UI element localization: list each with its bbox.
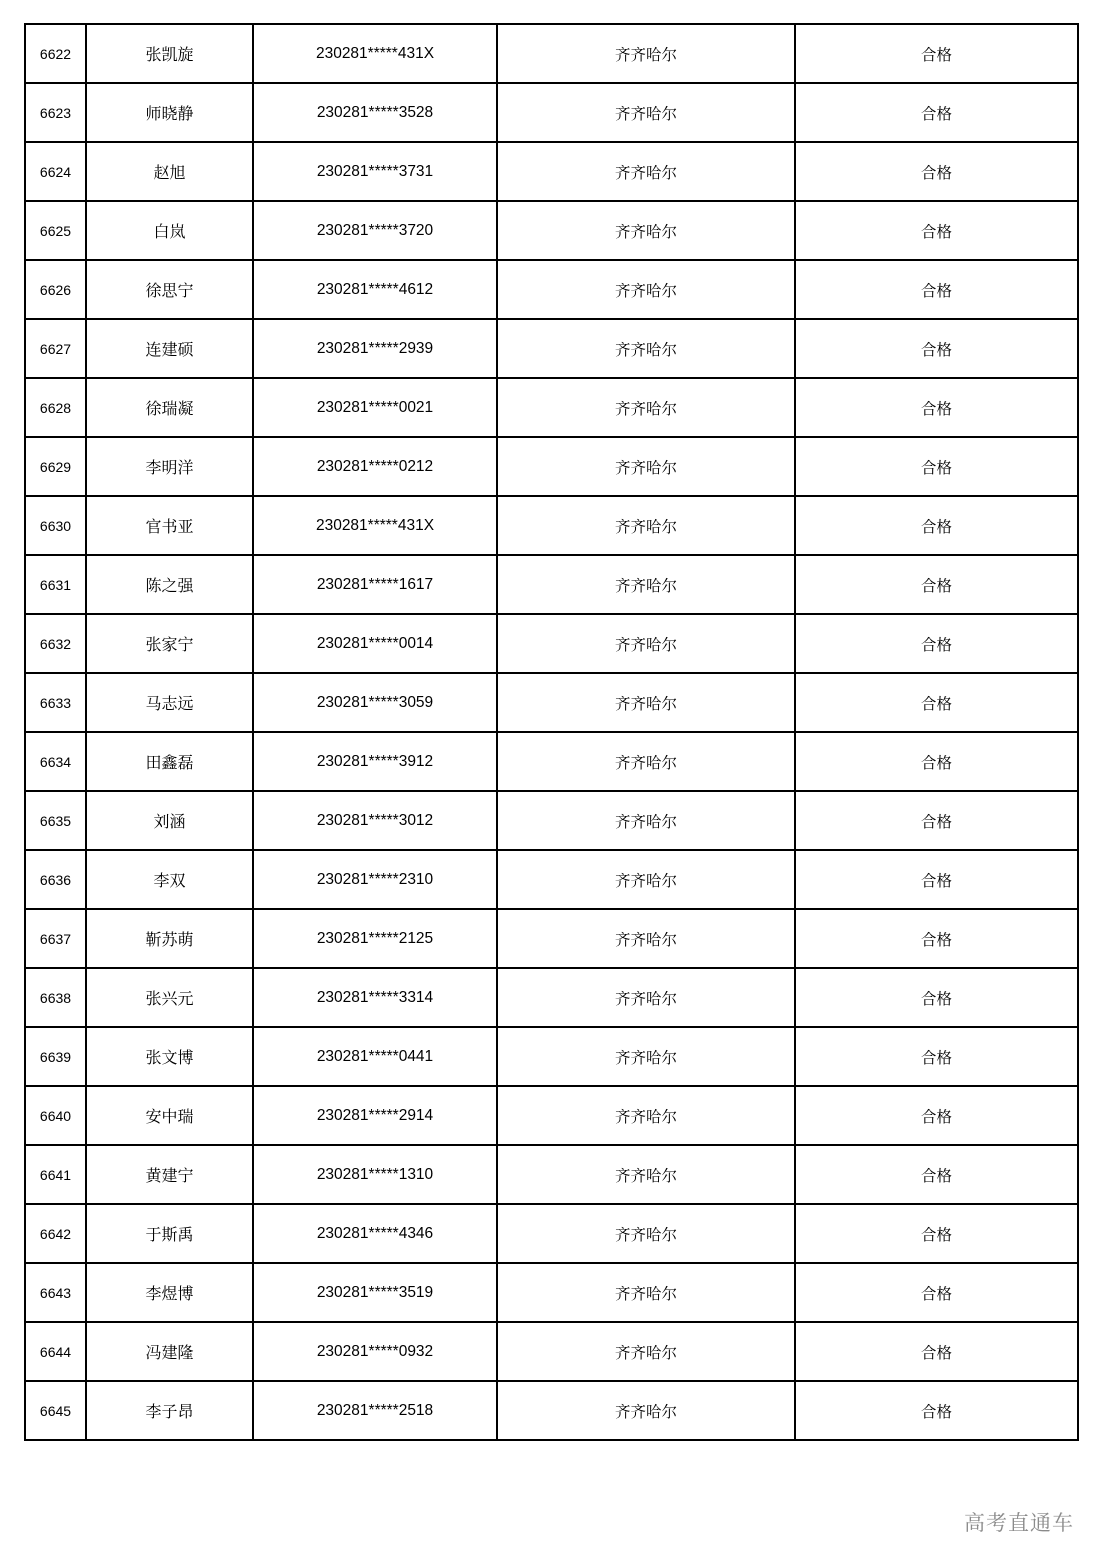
city-cell: 齐齐哈尔 [497, 1322, 795, 1381]
city-cell: 齐齐哈尔 [497, 24, 795, 83]
result-cell: 合格 [795, 142, 1078, 201]
result-cell: 合格 [795, 496, 1078, 555]
city-cell: 齐齐哈尔 [497, 673, 795, 732]
city-cell: 齐齐哈尔 [497, 378, 795, 437]
id-number-cell: 230281*****2125 [253, 909, 497, 968]
watermark-text: 高考直通车 [964, 1511, 1074, 1535]
row-number-cell: 6634 [25, 732, 86, 791]
table-row [25, 1086, 1078, 1145]
result-cell: 合格 [795, 260, 1078, 319]
row-number-cell: 6628 [25, 378, 86, 437]
city-cell: 齐齐哈尔 [497, 850, 795, 909]
city-cell: 齐齐哈尔 [497, 1086, 795, 1145]
name-cell: 张家宁 [86, 614, 253, 673]
row-number-cell: 6640 [25, 1086, 86, 1145]
table-row [25, 24, 1078, 83]
table-row [25, 1027, 1078, 1086]
id-number-cell: 230281*****4612 [253, 260, 497, 319]
name-cell: 赵旭 [86, 142, 253, 201]
row-number-cell: 6645 [25, 1381, 86, 1440]
city-cell: 齐齐哈尔 [497, 142, 795, 201]
result-cell: 合格 [795, 1322, 1078, 1381]
name-cell: 徐思宁 [86, 260, 253, 319]
city-cell: 齐齐哈尔 [497, 555, 795, 614]
id-number-cell: 230281*****3912 [253, 732, 497, 791]
city-cell: 齐齐哈尔 [497, 437, 795, 496]
row-number-cell: 6622 [25, 24, 86, 83]
row-number-cell: 6641 [25, 1145, 86, 1204]
city-cell: 齐齐哈尔 [497, 260, 795, 319]
name-cell: 李煜博 [86, 1263, 253, 1322]
name-cell: 安中瑞 [86, 1086, 253, 1145]
name-cell: 刘涵 [86, 791, 253, 850]
results-table [24, 23, 1079, 1441]
table-row [25, 1145, 1078, 1204]
table-row [25, 260, 1078, 319]
id-number-cell: 230281*****431X [253, 496, 497, 555]
name-cell: 李双 [86, 850, 253, 909]
city-cell: 齐齐哈尔 [497, 319, 795, 378]
table-row [25, 437, 1078, 496]
city-cell: 齐齐哈尔 [497, 496, 795, 555]
table-row [25, 142, 1078, 201]
id-number-cell: 230281*****3012 [253, 791, 497, 850]
id-number-cell: 230281*****3720 [253, 201, 497, 260]
city-cell: 齐齐哈尔 [497, 909, 795, 968]
name-cell: 李明洋 [86, 437, 253, 496]
result-cell: 合格 [795, 850, 1078, 909]
table-row [25, 1322, 1078, 1381]
id-number-cell: 230281*****0441 [253, 1027, 497, 1086]
city-cell: 齐齐哈尔 [497, 1263, 795, 1322]
result-cell: 合格 [795, 673, 1078, 732]
name-cell: 冯建隆 [86, 1322, 253, 1381]
name-cell: 白岚 [86, 201, 253, 260]
result-cell: 合格 [795, 968, 1078, 1027]
table-row [25, 673, 1078, 732]
id-number-cell: 230281*****3528 [253, 83, 497, 142]
result-cell: 合格 [795, 1086, 1078, 1145]
name-cell: 张凯旋 [86, 24, 253, 83]
city-cell: 齐齐哈尔 [497, 1027, 795, 1086]
result-cell: 合格 [795, 1263, 1078, 1322]
result-cell: 合格 [795, 437, 1078, 496]
row-number-cell: 6643 [25, 1263, 86, 1322]
result-cell: 合格 [795, 24, 1078, 83]
id-number-cell: 230281*****1310 [253, 1145, 497, 1204]
row-number-cell: 6638 [25, 968, 86, 1027]
city-cell: 齐齐哈尔 [497, 732, 795, 791]
row-number-cell: 6637 [25, 909, 86, 968]
id-number-cell: 230281*****4346 [253, 1204, 497, 1263]
city-cell: 齐齐哈尔 [497, 1204, 795, 1263]
city-cell: 齐齐哈尔 [497, 201, 795, 260]
id-number-cell: 230281*****1617 [253, 555, 497, 614]
id-number-cell: 230281*****3059 [253, 673, 497, 732]
result-cell: 合格 [795, 201, 1078, 260]
id-number-cell: 230281*****0212 [253, 437, 497, 496]
name-cell: 连建硕 [86, 319, 253, 378]
table-row [25, 201, 1078, 260]
id-number-cell: 230281*****2939 [253, 319, 497, 378]
table-row [25, 1263, 1078, 1322]
result-cell: 合格 [795, 1204, 1078, 1263]
row-number-cell: 6639 [25, 1027, 86, 1086]
name-cell: 徐瑞凝 [86, 378, 253, 437]
id-number-cell: 230281*****2914 [253, 1086, 497, 1145]
row-number-cell: 6642 [25, 1204, 86, 1263]
id-number-cell: 230281*****3731 [253, 142, 497, 201]
result-cell: 合格 [795, 1027, 1078, 1086]
city-cell: 齐齐哈尔 [497, 1145, 795, 1204]
city-cell: 齐齐哈尔 [497, 83, 795, 142]
result-cell: 合格 [795, 614, 1078, 673]
row-number-cell: 6636 [25, 850, 86, 909]
result-cell: 合格 [795, 378, 1078, 437]
table-row [25, 850, 1078, 909]
id-number-cell: 230281*****2310 [253, 850, 497, 909]
table-row [25, 319, 1078, 378]
id-number-cell: 230281*****431X [253, 24, 497, 83]
table-row [25, 909, 1078, 968]
result-cell: 合格 [795, 732, 1078, 791]
table-row [25, 555, 1078, 614]
name-cell: 于斯禹 [86, 1204, 253, 1263]
row-number-cell: 6630 [25, 496, 86, 555]
name-cell: 马志远 [86, 673, 253, 732]
id-number-cell: 230281*****2518 [253, 1381, 497, 1440]
table-row [25, 1381, 1078, 1440]
row-number-cell: 6631 [25, 555, 86, 614]
result-cell: 合格 [795, 555, 1078, 614]
name-cell: 师晓静 [86, 83, 253, 142]
table-row [25, 732, 1078, 791]
id-number-cell: 230281*****0021 [253, 378, 497, 437]
row-number-cell: 6623 [25, 83, 86, 142]
table-row [25, 968, 1078, 1027]
city-cell: 齐齐哈尔 [497, 1381, 795, 1440]
row-number-cell: 6644 [25, 1322, 86, 1381]
result-cell: 合格 [795, 1145, 1078, 1204]
row-number-cell: 6635 [25, 791, 86, 850]
table-row [25, 791, 1078, 850]
row-number-cell: 6629 [25, 437, 86, 496]
city-cell: 齐齐哈尔 [497, 968, 795, 1027]
id-number-cell: 230281*****3314 [253, 968, 497, 1027]
name-cell: 靳苏萌 [86, 909, 253, 968]
row-number-cell: 6633 [25, 673, 86, 732]
result-cell: 合格 [795, 319, 1078, 378]
name-cell: 张文博 [86, 1027, 253, 1086]
name-cell: 李子昂 [86, 1381, 253, 1440]
result-cell: 合格 [795, 1381, 1078, 1440]
row-number-cell: 6627 [25, 319, 86, 378]
name-cell: 黄建宁 [86, 1145, 253, 1204]
results-table-body [25, 24, 1078, 1440]
name-cell: 张兴元 [86, 968, 253, 1027]
name-cell: 陈之强 [86, 555, 253, 614]
city-cell: 齐齐哈尔 [497, 791, 795, 850]
result-cell: 合格 [795, 909, 1078, 968]
table-row [25, 83, 1078, 142]
row-number-cell: 6625 [25, 201, 86, 260]
city-cell: 齐齐哈尔 [497, 614, 795, 673]
table-row [25, 496, 1078, 555]
id-number-cell: 230281*****3519 [253, 1263, 497, 1322]
result-cell: 合格 [795, 83, 1078, 142]
name-cell: 田鑫磊 [86, 732, 253, 791]
row-number-cell: 6626 [25, 260, 86, 319]
table-row [25, 1204, 1078, 1263]
id-number-cell: 230281*****0014 [253, 614, 497, 673]
id-number-cell: 230281*****0932 [253, 1322, 497, 1381]
table-row [25, 378, 1078, 437]
result-cell: 合格 [795, 791, 1078, 850]
row-number-cell: 6624 [25, 142, 86, 201]
row-number-cell: 6632 [25, 614, 86, 673]
name-cell: 官书亚 [86, 496, 253, 555]
table-row [25, 614, 1078, 673]
